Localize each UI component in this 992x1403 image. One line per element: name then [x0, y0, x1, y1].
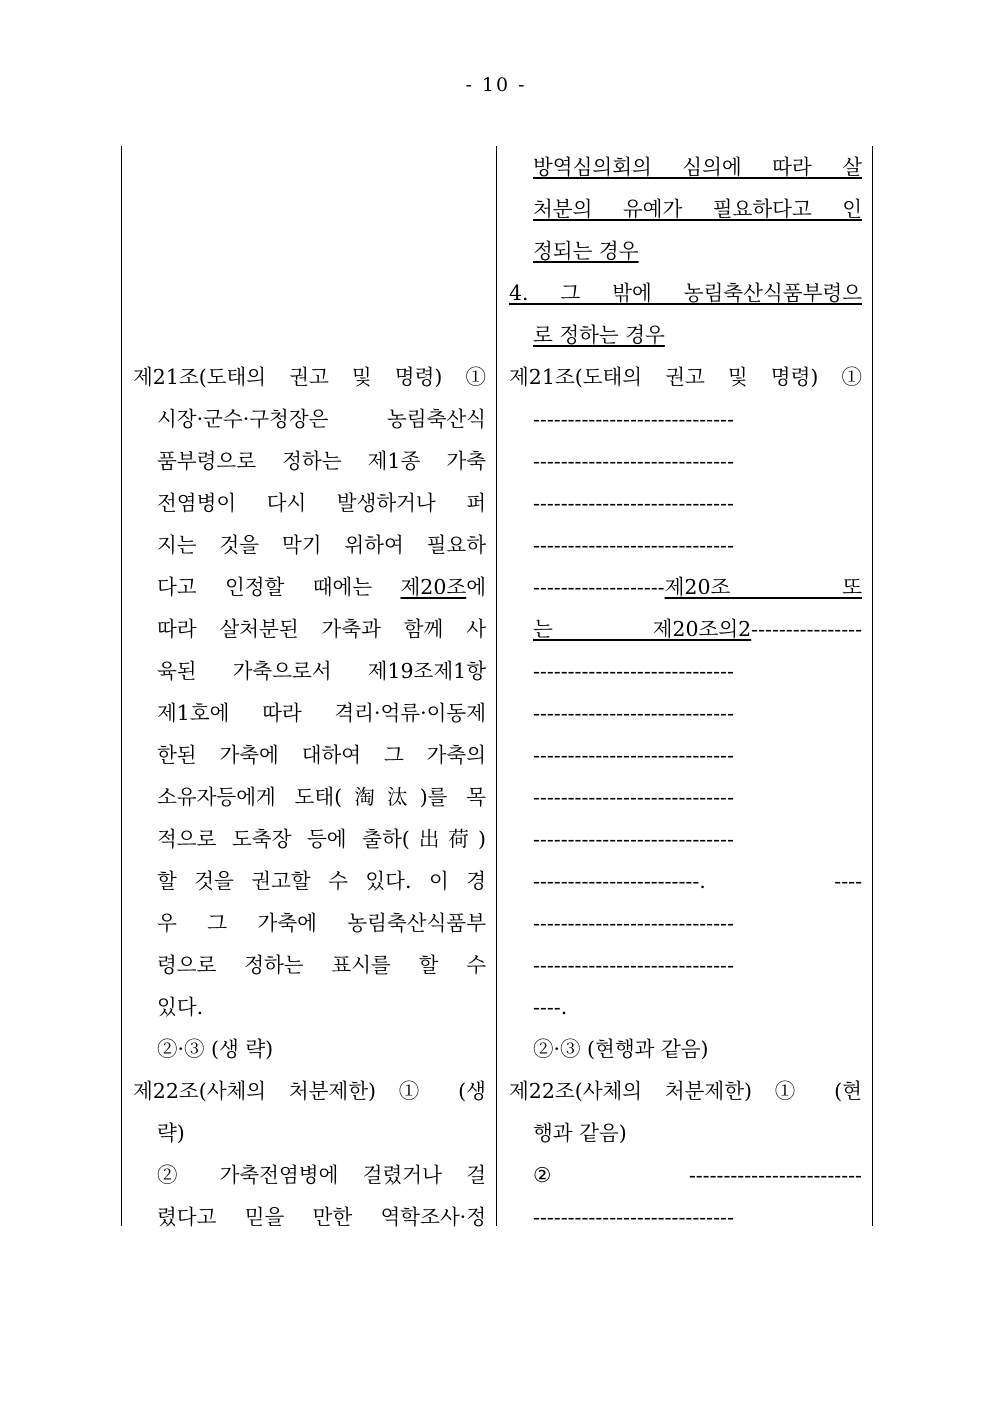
unchanged-dash-line: -----------------------------	[533, 533, 734, 557]
unchanged-dash-line: -----------------------------	[533, 449, 734, 473]
article-21-text-line: 있다.	[157, 995, 204, 1019]
text-segment: ----------------	[751, 617, 862, 641]
unchanged-dash-line: -----------------------------	[533, 743, 734, 767]
article-22-heading: 제22조(사체의 처분제한) ① (현	[509, 1079, 862, 1103]
unchanged-dash-line: -----------------------------	[533, 491, 734, 515]
table-left-border	[121, 146, 122, 1226]
article-21-paragraph-2-3: ②·③ (생 략)	[157, 1037, 274, 1061]
underlined-amendment: 처분의 유예가 필요하다고 인	[533, 197, 862, 221]
amended-text-line	[533, 566, 862, 608]
amended-text-line	[533, 608, 862, 650]
unchanged-dash-line: -----------------------------	[533, 659, 734, 683]
article-21-text-line	[157, 566, 486, 608]
article-21-heading: 제21조(도태의 권고 및 명령) ①	[133, 365, 486, 389]
unchanged-dash-line: -----------------------------	[533, 953, 734, 977]
article-21-text-line: 소유자등에게 도태(淘汰)를 목	[157, 785, 486, 809]
amended-item-4	[509, 272, 862, 314]
unchanged-dash-line: -----------------------------	[533, 407, 734, 431]
unchanged-dash-line: ----.	[533, 995, 568, 1019]
text-segment: 에	[466, 575, 486, 599]
amended-text-line	[533, 188, 862, 230]
unchanged-dash-line: -----------------------------	[533, 827, 734, 851]
article-21-text-line: 할 것을 권고할 수 있다. 이 경	[157, 869, 486, 893]
article-21-paragraph-2-3: ②·③ (현행과 같음)	[533, 1037, 709, 1061]
page-number: - 10 -	[465, 74, 527, 96]
article-21-text-line: 한된 가축에 대하여 그 가축의	[157, 743, 486, 767]
amended-text-line	[533, 146, 862, 188]
underlined-amendment: 4. 그 밖에 농림축산식품부령으	[509, 281, 862, 305]
underlined-amendment: 정되는 경우	[533, 239, 639, 263]
article-21-heading: 제21조(도태의 권고 및 명령) ①	[509, 365, 862, 389]
article-22-heading: 제22조(사체의 처분제한) ① (생	[133, 1079, 486, 1103]
article-21-text-line: 적으로 도축장 등에 출하(出荷)	[157, 827, 486, 851]
unchanged-dash-line: -----------------------------	[533, 911, 734, 935]
article-21-text-line: 따라 살처분된 가축과 함께 사	[157, 617, 486, 641]
article-21-text-line: 지는 것을 막기 위하여 필요하	[157, 533, 486, 557]
article-21-text-line: 령으로 정하는 표시를 할 수	[157, 953, 486, 977]
amended-text-line	[533, 230, 862, 272]
underlined-amendment: 제20조 또	[664, 575, 862, 599]
article-22-text-line: 략)	[157, 1121, 185, 1145]
unchanged-dash-line: -----------------------------	[533, 785, 734, 809]
article-21-text-line: 육된 가축으로서 제19조제1항	[157, 659, 486, 683]
text-segment: 다고 인정할 때에는	[157, 575, 401, 599]
article-22-text-line: 렸다고 믿을 만한 역학조사·정	[157, 1205, 486, 1229]
unchanged-dash-line: ------------------------. ----	[533, 869, 862, 893]
unchanged-dash-line: -----------------------------	[533, 701, 734, 725]
text-segment: -------------------	[533, 575, 665, 599]
article-21-text-line: 시장·군수·구청장은 농림축산식	[157, 407, 486, 431]
article-22-text-line: ② 가축전염병에 걸렸거나 걸	[157, 1163, 486, 1187]
article-21-text-line: 제1호에 따라 격리·억류·이동제	[157, 701, 486, 725]
article-21-text-line: 우 그 가축에 농림축산식품부	[157, 911, 486, 935]
underlined-amendment: 로 정하는 경우	[533, 323, 665, 347]
article-22-text-line: 행과 같음)	[533, 1121, 627, 1145]
amended-text-line	[533, 314, 862, 356]
table-middle-divider	[496, 146, 497, 1226]
underlined-amendment: 는 제20조의2	[533, 617, 752, 641]
article-21-text-line: 품부령으로 정하는 제1종 가축	[157, 449, 486, 473]
unchanged-dash-line: -----------------------------	[533, 1205, 734, 1229]
table-right-border	[872, 146, 873, 1226]
comparison-table	[121, 146, 873, 1229]
underlined-amendment: 방역심의회의 심의에 따라 살	[533, 155, 862, 179]
article-20-reference: 제20조	[400, 575, 467, 599]
article-21-text-line: 전염병이 다시 발생하거나 퍼	[157, 491, 486, 515]
unchanged-dash-line: ② -------------------------	[533, 1163, 862, 1187]
